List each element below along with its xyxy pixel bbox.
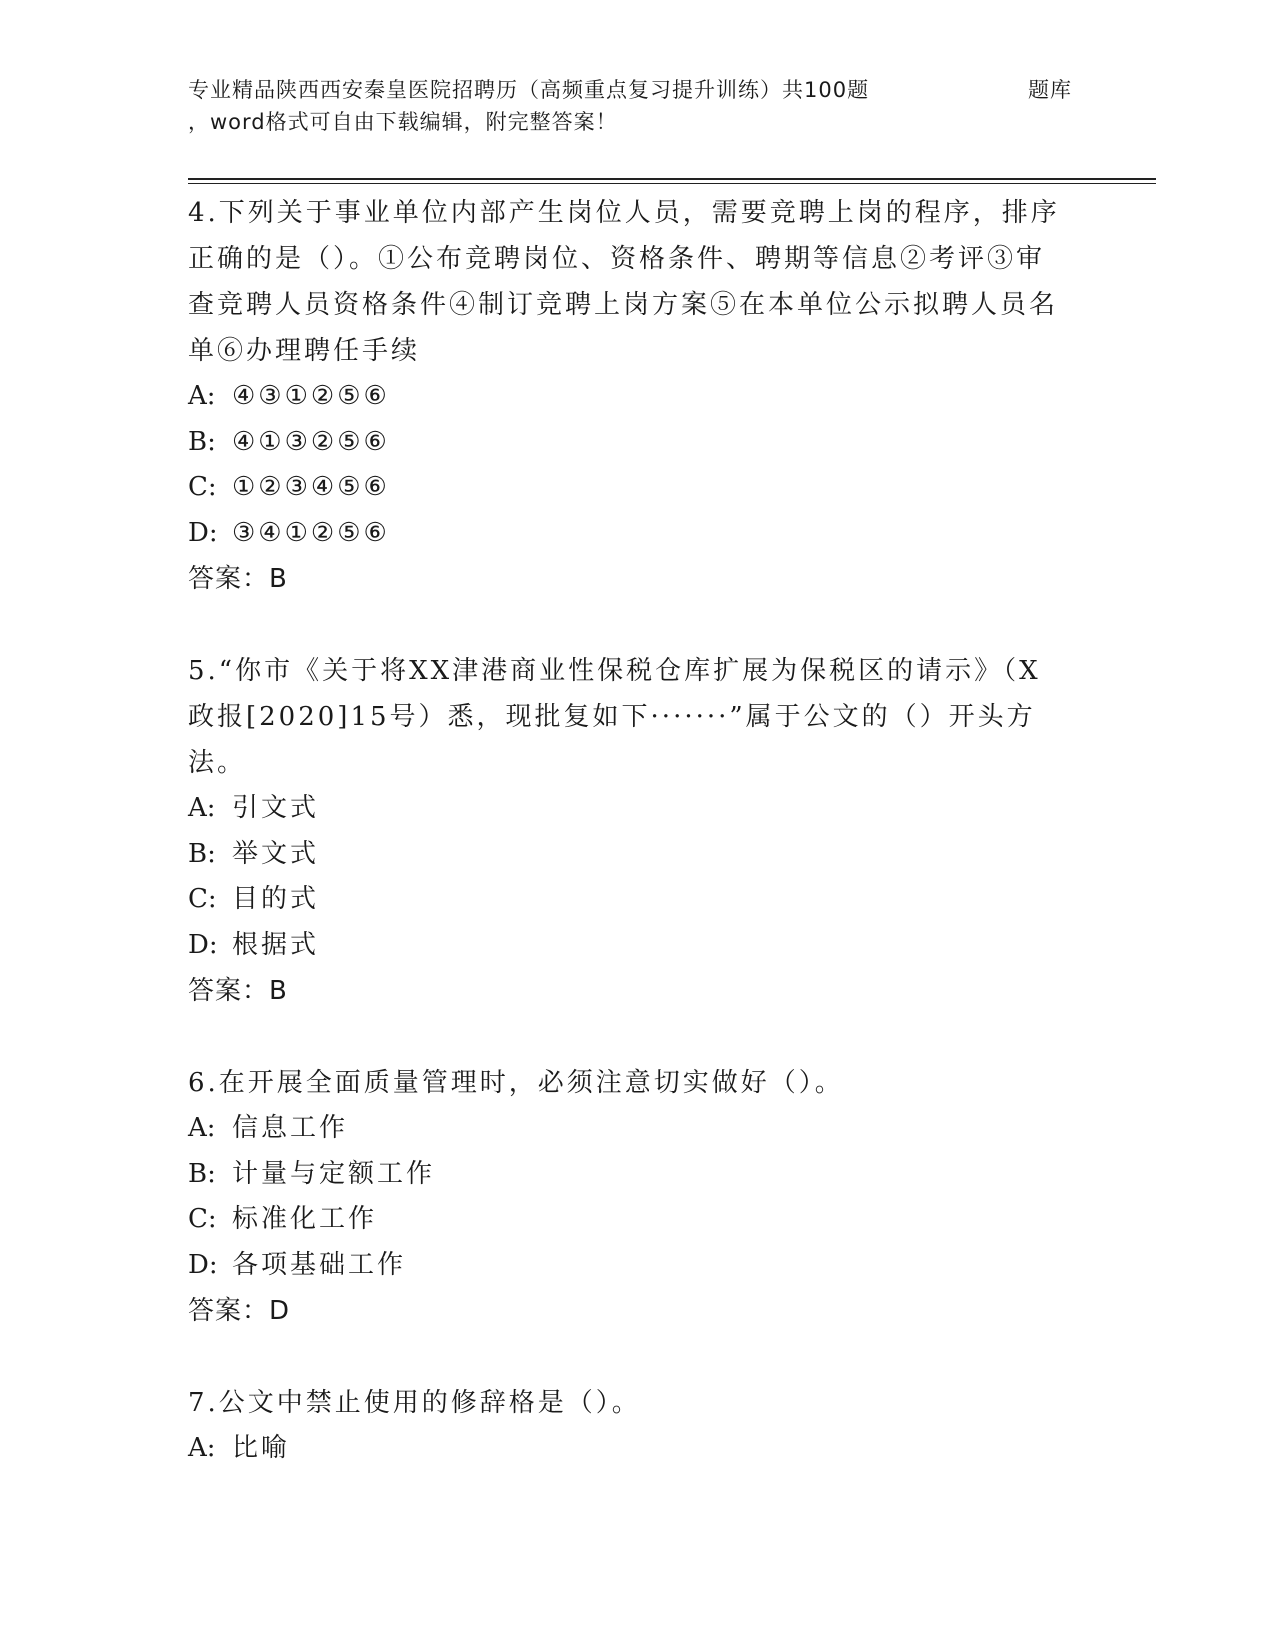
header-line-1 [188,74,1118,106]
option-label: C: [188,1204,217,1234]
option-a [188,1426,1068,1472]
option-text: ④①③②⑤⑥ [232,426,390,457]
option-label: D: [188,929,218,960]
option-text: 根据式 [232,929,320,960]
option-d [188,1243,1068,1289]
option-a [188,786,1068,832]
option-label: C: [188,472,217,502]
option-b [188,1152,1068,1198]
question-stem: 4.下列关于事业单位内部产生岗位人员，需要竞聘上岗的程序，排序正确的是（）。①公布竞聘岗位、资格条件、聘期等信息②考评③审查竞聘人员资格条件④制订竞聘上岗方案⑤在本单位公示拟聘人员名单⑥办理聘任手续 [188,198,1060,366]
answer-line: 答案：B [188,976,288,1006]
document-title: 专业精品陕西西安秦皇医院招聘历（高频重点复习提升训练）共100题 [188,78,870,102]
question-4 [188,190,1068,602]
option-c [188,877,1068,923]
answer-line: 答案：B [188,564,288,594]
option-text: 计量与定额工作 [232,1158,436,1189]
option-d [188,511,1068,557]
option-b [188,832,1068,878]
option-label: B: [188,838,216,869]
option-label: A: [188,381,216,411]
header-divider-thick [188,178,1156,180]
option-b [188,420,1068,466]
header-tag: 题库 [1028,78,1072,102]
option-label: B: [188,426,216,457]
answer-line: 答案：D [188,1296,291,1326]
option-text: ④③①②⑤⑥ [232,381,390,411]
option-text: 比喻 [232,1433,291,1463]
option-a [188,1106,1068,1152]
option-text: 信息工作 [232,1113,349,1143]
option-text: ③④①②⑤⑥ [232,517,390,548]
option-d [188,923,1068,969]
document-subtitle: ，word格式可自由下载编辑，附完整答案！ [188,110,618,134]
option-label: B: [188,1158,216,1189]
question-stem: 6.在开展全面质量管理时，必须注意切实做好（）。 [188,1068,844,1098]
option-text: 标准化工作 [232,1204,378,1234]
option-text: 举文式 [232,838,320,869]
question-7 [188,1380,1068,1472]
question-6 [188,1060,1068,1334]
option-text: 引文式 [232,793,320,823]
option-label: A: [188,793,216,823]
option-text: ①②③④⑤⑥ [232,472,390,502]
option-label: D: [188,1249,218,1280]
option-c [188,1197,1068,1243]
question-list [188,190,1068,1518]
option-text: 目的式 [232,884,320,914]
page-header [188,74,1118,138]
option-text: 各项基础工作 [232,1249,407,1280]
header-divider-thin [188,183,1156,184]
option-c [188,465,1068,511]
question-stem: 5.“你市《关于将XX津港商业性保税仓库扩展为保税区的请示》（X政报[2020]15号）悉，现批复如下·······”属于公文的（）开头方法。 [188,656,1041,778]
question-stem: 7.公文中禁止使用的修辞格是（）。 [188,1388,641,1418]
option-label: C: [188,884,217,914]
option-label: D: [188,517,218,548]
question-5 [188,648,1068,1014]
option-label: A: [188,1113,216,1143]
option-label: A: [188,1433,216,1463]
option-a [188,374,1068,420]
